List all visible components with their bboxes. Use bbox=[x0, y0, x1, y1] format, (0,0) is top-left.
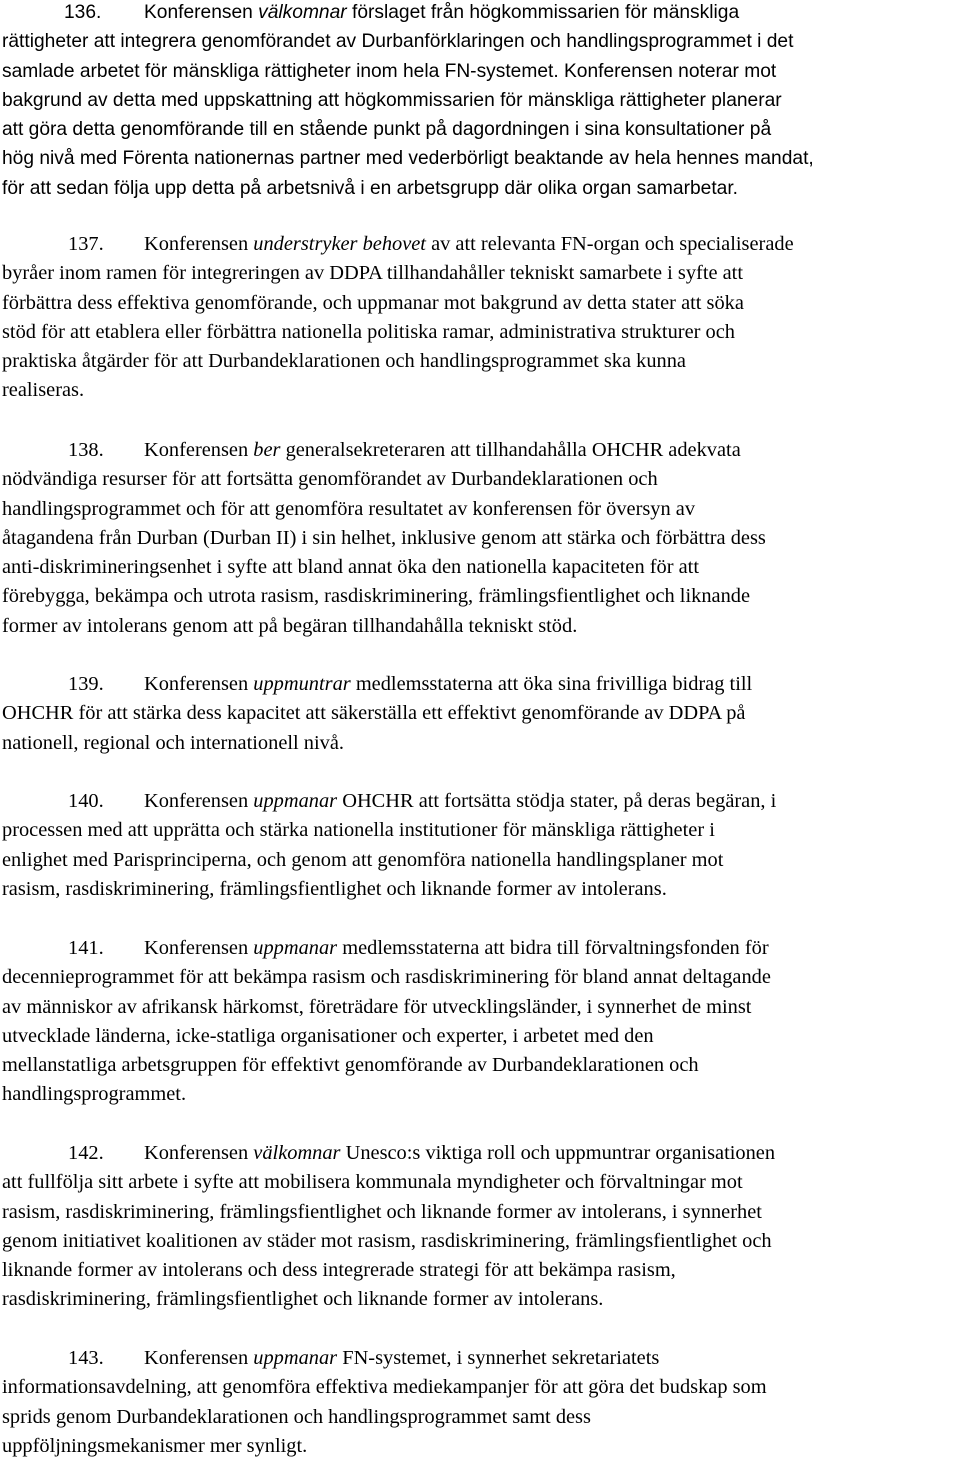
paragraph-141 bbox=[2, 934, 958, 1110]
text-line: liknande former av intolerans och dess integrerade strategi för att bekämpa rasism, bbox=[2, 1259, 676, 1282]
text-line: hög nivå med Förenta nationernas partner med vederbörligt beaktande av hela hennes mandat, bbox=[2, 148, 814, 170]
text-line: rasism, rasdiskriminering, främlingsfientlighet och liknande former av intolerans. bbox=[2, 877, 667, 900]
text-line: former av intolerans genom att på begäran tillhandahålla tekniskt stöd. bbox=[2, 614, 578, 637]
text-line: 142. Konferensen välkomnar Unesco:s viktiga roll och uppmuntrar organisationen bbox=[2, 1139, 958, 1168]
paragraph-143 bbox=[2, 1344, 958, 1461]
text-line: handlingsprogrammet. bbox=[2, 1083, 187, 1106]
text-line: förbättra dess effektiva genomförande, och uppmanar mot bakgrund av detta stater att söka bbox=[2, 291, 744, 314]
text-line: rasism, rasdiskriminering, främlingsfientlighet och liknande former av intolerans, i synnerhet bbox=[2, 1200, 762, 1223]
text-line: nödvändiga resurser för att fortsätta genomförandet av Durbandeklarationen och bbox=[2, 468, 658, 491]
text-line: enlighet med Parisprinciperna, och genom att genomföra nationella handlingsplaner mot bbox=[2, 848, 724, 871]
text-line: bakgrund av detta med uppskattning att högkommissarien för mänskliga rättigheter planerar bbox=[2, 89, 782, 111]
text-line: processen med att upprätta och stärka nationella institutioner för mänskliga rättigheter i bbox=[2, 819, 715, 842]
text-line: praktiska åtgärder för att Durbandeklarationen och handlingsprogrammet ska kunna bbox=[2, 350, 686, 373]
text-line: anti-diskrimineringsenhet i syfte att bland annat öka den nationella kapaciteten för att bbox=[2, 556, 700, 579]
paragraph-number: 143. bbox=[68, 1347, 104, 1369]
text-line: för att sedan följa upp detta på arbetsnivå i en arbetsgrupp där olika organ samarbetar. bbox=[2, 177, 738, 199]
paragraph-number: 141. bbox=[68, 937, 104, 959]
text-line: åtagandena från Durban (Durban II) i sin helhet, inklusive genom att stärka och förbättra dess bbox=[2, 526, 766, 549]
text-line: stöd för att etablera eller förbättra nationella politiska ramar, administrativa strukturer och bbox=[2, 320, 735, 343]
paragraph-136 bbox=[2, 0, 958, 203]
text-line: realiseras. bbox=[2, 379, 85, 402]
text-line: 140. Konferensen uppmanar OHCHR att fortsätta stödja stater, på deras begäran, i bbox=[2, 787, 958, 816]
text-line: mellanstatliga arbetsgruppen för effektivt genomförande av Durbandeklarationen och bbox=[2, 1054, 699, 1077]
text-line: 137. Konferensen understryker behovet av att relevanta FN-organ och specialiserade bbox=[2, 230, 958, 259]
text-line: 136. Konferensen välkomnar förslaget från högkommissarien för mänskliga bbox=[2, 0, 958, 27]
text-line: rättigheter att integrera genomförandet av Durbanförklaringen och handlingsprogrammet i det bbox=[2, 31, 794, 53]
paragraph-number: 140. bbox=[68, 790, 104, 812]
paragraph-number: 137. bbox=[68, 233, 104, 255]
paragraph-140 bbox=[2, 787, 958, 904]
text-line: OHCHR för att stärka dess kapacitet att säkerställa ett effektivt genomförande av DDPA på bbox=[2, 702, 746, 725]
text-line: 138. Konferensen ber generalsekreteraren att tillhandahålla OHCHR adekvata bbox=[2, 436, 958, 465]
text-line: utvecklade länderna, icke-statliga organisationer och experter, i arbetet med den bbox=[2, 1024, 654, 1047]
text-line: 143. Konferensen uppmanar FN-systemet, i synnerhet sekretariatets bbox=[2, 1344, 958, 1373]
text-line: informationsavdelning, att genomföra effektiva mediekampanjer för att göra det budskap som bbox=[2, 1376, 767, 1399]
text-line: 139. Konferensen uppmuntrar medlemsstaterna att öka sina frivilliga bidrag till bbox=[2, 670, 958, 699]
paragraph-137 bbox=[2, 230, 958, 406]
text-line: nationell, regional och internationell nivå. bbox=[2, 731, 345, 754]
paragraph-number: 142. bbox=[68, 1142, 104, 1164]
paragraph-139 bbox=[2, 670, 958, 758]
text-line: uppföljningsmekanismer mer synligt. bbox=[2, 1434, 308, 1457]
text-line: handlingsprogrammet och för att genomföra resultatet av konferensen för översyn av bbox=[2, 497, 696, 520]
paragraph-142 bbox=[2, 1139, 958, 1315]
text-line: sprids genom Durbandeklarationen och handlingsprogrammet samt dess bbox=[2, 1405, 591, 1428]
text-line: decennieprogrammet för att bekämpa rasism och rasdiskriminering för bland annat deltagande bbox=[2, 966, 771, 989]
paragraph-number: 139. bbox=[68, 673, 104, 695]
text-line: att göra detta genomförande till en stående punkt på dagordningen i sina konsultationer på bbox=[2, 119, 772, 141]
text-line: 141. Konferensen uppmanar medlemsstaterna att bidra till förvaltningsfonden för bbox=[2, 934, 958, 963]
text-line: att fullfölja sitt arbete i syfte att mobilisera kommunala myndigheter och förvaltningar mot bbox=[2, 1171, 743, 1194]
text-line: byråer inom ramen för integreringen av DDPA tillhandahåller tekniskt samarbete i syfte att bbox=[2, 262, 744, 285]
text-line: rasdiskriminering, främlingsfientlighet och liknande former av intolerans. bbox=[2, 1288, 604, 1311]
paragraph-number: 138. bbox=[68, 439, 104, 461]
text-line: av människor av afrikansk härkomst, företrädare för utvecklingsländer, i synnerhet de minst bbox=[2, 995, 752, 1018]
text-line: förebygga, bekämpa och utrota rasism, rasdiskriminering, främlingsfientlighet och liknande bbox=[2, 585, 751, 608]
paragraph-138 bbox=[2, 436, 958, 641]
paragraph-number: 136. bbox=[64, 2, 102, 23]
text-line: samlade arbetet för mänskliga rättigheter inom hela FN-systemet. Konferensen noterar mot bbox=[2, 60, 777, 82]
text-line: genom initiativet koalitionen av städer mot rasism, rasdiskriminering, främlingsfientlighet och bbox=[2, 1229, 772, 1252]
